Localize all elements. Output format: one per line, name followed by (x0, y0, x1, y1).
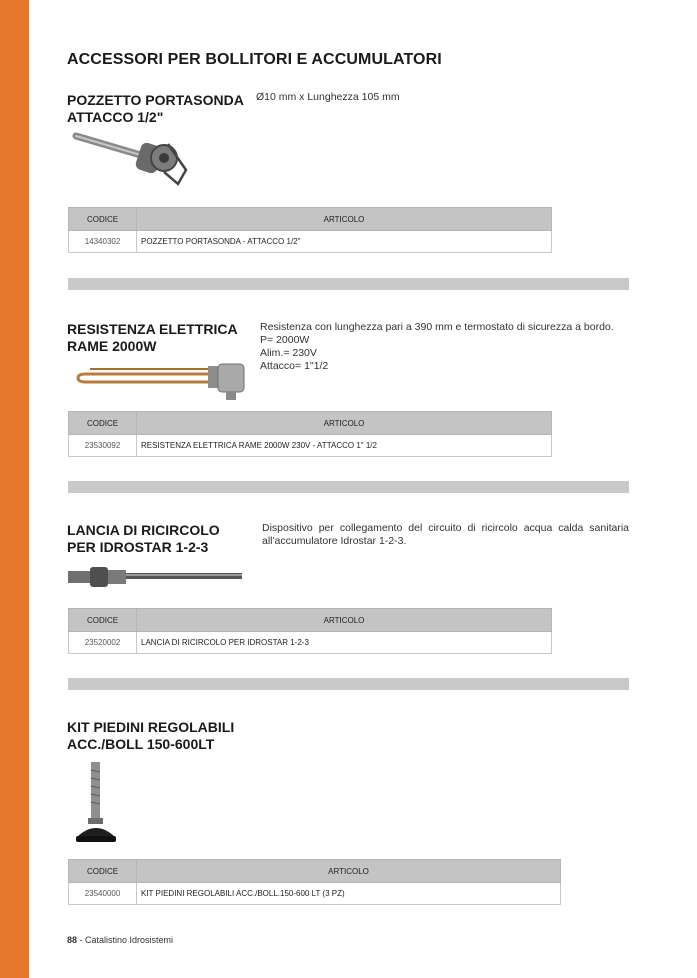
recirculation-lance-icon (66, 564, 246, 590)
product-title-line: RAME 2000W (67, 338, 157, 354)
description-line: P= 2000W (260, 334, 310, 346)
description-line: Resistenza con lunghezza pari a 390 mm e termostato di sicurezza a bordo. (260, 321, 614, 333)
page-footer (67, 935, 173, 945)
article-header: ARTICOLO (137, 860, 561, 883)
product-table (68, 411, 552, 457)
page-title: ACCESSORI PER BOLLITORI E ACCUMULATORI (67, 51, 442, 68)
product-article: LANCIA DI RICIRCOLO PER IDROSTAR 1-2-3 (137, 632, 552, 654)
description-line: Dispositivo per collegamento del circuito di ricircolo acqua calda sanitaria all'accumulatore Idrostar 1-2-3. (262, 522, 629, 547)
product-title-line: RESISTENZA ELETTRICA (67, 321, 238, 337)
product-title-line: POZZETTO PORTASONDA (67, 92, 244, 108)
section-divider (68, 278, 629, 290)
table-row (69, 632, 552, 654)
product-title-line: KIT PIEDINI REGOLABILI (67, 719, 235, 735)
product-code: 14340302 (69, 231, 137, 253)
adjustable-foot-icon (70, 760, 122, 846)
product-title-line: ACC./BOLL 150-600LT (67, 736, 215, 752)
product-code: 23530092 (69, 435, 137, 457)
description-line: Ø10 mm x Lunghezza 105 mm (256, 91, 400, 103)
product-title-pozzetto (67, 92, 244, 126)
product-article: RESISTENZA ELETTRICA RAME 2000W 230V - ATTACCO 1" 1/2 (137, 435, 552, 457)
product-description (256, 91, 400, 104)
product-code: 23540000 (69, 883, 137, 905)
product-article: KIT PIEDINI REGOLABILI ACC./BOLL.150-600 LT (3 PZ) (137, 883, 561, 905)
article-header: ARTICOLO (137, 609, 552, 632)
page-number: 88 (67, 935, 78, 945)
section-divider (68, 481, 629, 493)
article-header: ARTICOLO (137, 412, 552, 435)
product-article: POZZETTO PORTASONDA - ATTACCO 1/2" (137, 231, 552, 253)
article-header: ARTICOLO (137, 208, 552, 231)
description-line: Alim.= 230V (260, 347, 317, 359)
code-header: CODICE (69, 609, 137, 632)
table-row (69, 231, 552, 253)
product-code: 23520002 (69, 632, 137, 654)
product-description (262, 522, 629, 548)
product-description (260, 321, 629, 373)
description-line: Attacco= 1"1/2 (260, 360, 329, 372)
code-header: CODICE (69, 860, 137, 883)
product-title-lancia (67, 522, 220, 556)
product-table (68, 608, 552, 654)
table-row (69, 435, 552, 457)
product-title-line: PER IDROSTAR 1-2-3 (67, 539, 209, 555)
product-title-line: ATTACCO 1/2" (67, 109, 164, 125)
section-divider (68, 678, 629, 690)
code-header: CODICE (69, 412, 137, 435)
footer-text: - Catalistino Idrosistemi (77, 935, 174, 945)
product-title-line: LANCIA DI RICIRCOLO (67, 522, 220, 538)
product-title-kit-piedini (67, 719, 234, 753)
product-table (68, 859, 561, 905)
product-title-resistenza (67, 321, 238, 355)
orange-side-bar (0, 0, 29, 978)
code-header: CODICE (69, 208, 137, 231)
table-row (69, 883, 561, 905)
product-table (68, 207, 552, 253)
probe-well-icon (72, 126, 192, 190)
heating-element-icon (76, 360, 246, 404)
